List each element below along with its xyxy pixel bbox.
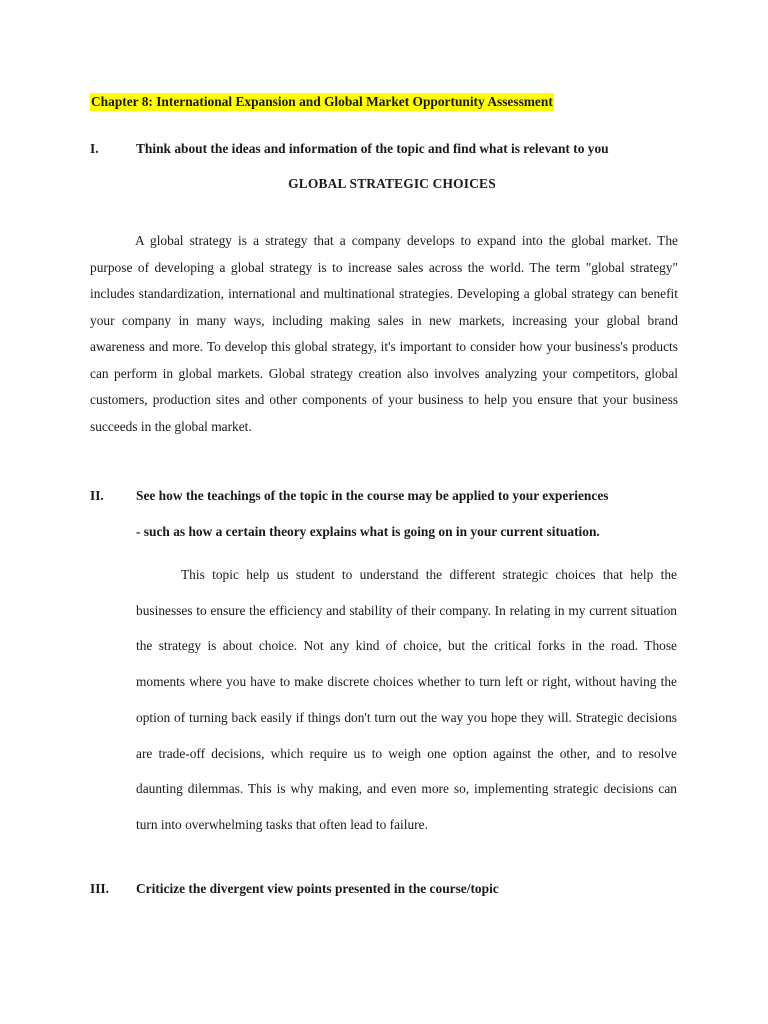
chapter-title-highlight: Chapter 8: International Expansion and Global Market Opportunity Assessment: [91, 94, 553, 109]
section-3-number: III.: [90, 881, 109, 896]
section-1-heading: [90, 140, 609, 158]
section-2-heading: [90, 487, 608, 505]
section-1-text: Think about the ideas and information of the topic and find what is relevant to you: [136, 141, 609, 156]
section-3-text: Criticize the divergent view points presented in the course/topic: [136, 881, 499, 896]
section-1-number: I.: [90, 141, 99, 156]
paragraph-strategic-choices: This topic help us student to understand the different strategic choices that help the businesses to ensure the efficiency and stability of their company. In relating in my current situation the strategy is about choice. Not any kind of choice, but the critical forks in the road. Those moments where you have to make discrete choices whether to turn left or right, without having the option of turning back easily if things don't turn out the way you hope they will. Strategic decisions are trade-off decisions, which require us to weigh one option against the other, and to resolve daunting dilemmas. This is why making, and even more so, implementing strategic decisions can turn into overwhelming tasks that often lead to failure.: [136, 567, 677, 832]
paragraph-global-strategy: A global strategy is a strategy that a company develops to expand into the global market. The purpose of developing a global strategy is to increase sales across the world. The term "global strategy" includes standardization, international and multinational strategies. Developing a global strategy can benefit your company in many ways, including making sales in new markets, increasing your global brand awareness and more. To develop this global strategy, it's important to consider how your business's products can perform in global markets. Global strategy creation also involves analyzing your competitors, global customers, production sites and other components of your business to help you ensure that your business succeeds in the global market.: [90, 233, 678, 434]
section-2-text: See how the teachings of the topic in the course may be applied to your experiences: [136, 488, 609, 503]
section-3-heading: [90, 880, 499, 898]
chapter-title: [90, 93, 554, 111]
section-2-heading-continued: - such as how a certain theory explains what is going on in your current situation.: [136, 524, 600, 539]
subheading-global-strategic-choices: GLOBAL STRATEGIC CHOICES: [288, 176, 496, 191]
section-2-number: II.: [90, 488, 104, 503]
